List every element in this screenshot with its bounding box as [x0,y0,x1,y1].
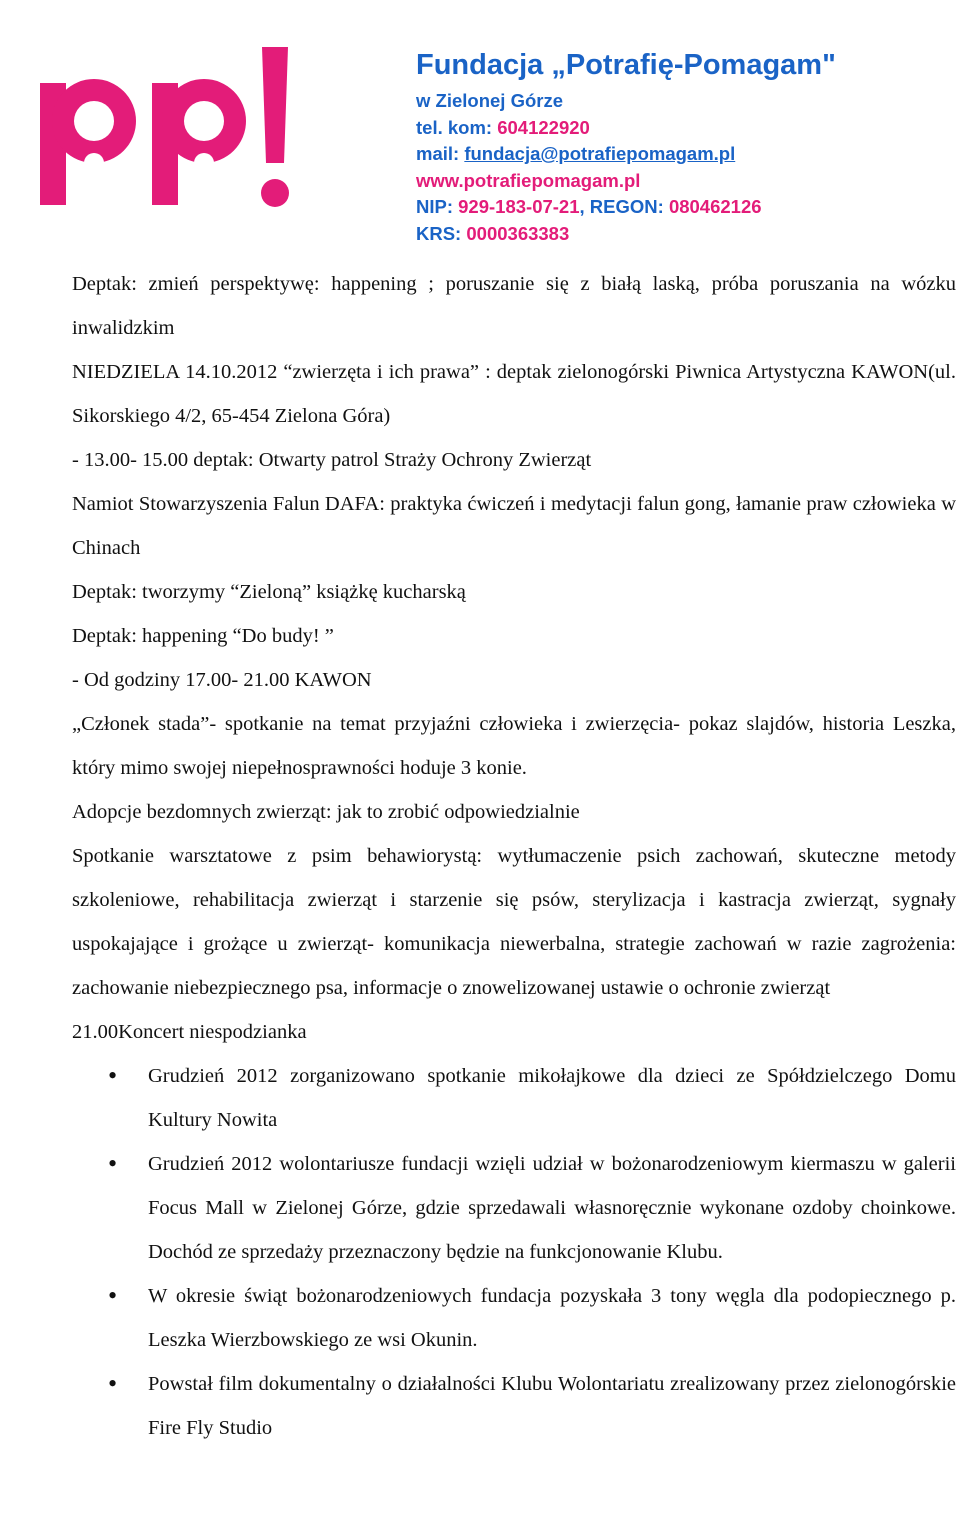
mail-line [416,141,956,168]
phone-number: 604122920 [497,116,590,138]
paragraph-patrol: - 13.00- 15.00 deptak: Otwarty patrol Straży Ochrony Zwierząt [72,449,592,471]
paragraph-happening: Deptak: happening “Do budy! ” [72,625,334,647]
logo-exclamation [261,47,289,207]
organization-name: Fundacja „Potrafię-Pomagam" [416,49,836,81]
paragraph-deptak-perspective: Deptak: zmień perspektywę: happening ; poruszanie się z białą laską, próba poruszania na wózku inwalidzkim [72,273,956,339]
nip-regon-line [416,194,956,221]
krs-number: 0000363383 [466,222,570,244]
paragraph-falun-tent: Namiot Stowarzyszenia Falun DAFA: praktyka ćwiczeń i medytacji falun gong, łamanie praw człowieka w Chinach [72,493,956,559]
paragraph-cookbook: Deptak: tworzymy “Zieloną” książkę kucharską [72,581,466,603]
regon-number: 080462126 [668,196,762,217]
paragraph-workshop: Spotkanie warsztatowe z psim behawiorystą: wytłumaczenie psich zachowań, skuteczne metody szkoleniowe, rehabilitacja zwierząt i starzenie się psów, sterylizacja i kastracja zwierząt, sygnały uspokajające i grożące u zwierząt- komunikacja niewerbalna, strategie zachowań w razie zagrożenia: zachowanie niebezpiecznego psa, informacje o znowelizowanej ustawie o ochronie zwierząt [72,845,956,999]
website-line [416,168,956,195]
nip-number: 929-183-07-21 [458,196,580,217]
list-item: • Grudzień 2012 zorganizowano spotkanie mikołajkowe dla dzieci ze Spółdzielczego Domu Kultury Nowita [72,1054,956,1142]
email-link[interactable]: fundacja@potrafiepomagam.pl [464,143,736,164]
paragraph-kawon-time: - Od godziny 17.00- 21.00 KAWON [72,669,372,691]
nip-label: NIP: [416,196,459,217]
document-body [72,262,956,1450]
krs-line [416,221,956,248]
list-item: • Grudzień 2012 wolontariusze fundacji wzięli udział w bożonarodzeniowym kiermaszu w galerii Focus Mall w Zielonej Górze, gdzie sprzedawali własnoręcznie wykonane ozdoby choinkowe. Dochód ze sprzedaży przeznaczony będzie na funkcjonowanie Klubu. [72,1142,956,1274]
header-contact-block [416,46,956,247]
logo-letter-p-1 [40,79,136,205]
paragraph-herd-member: „Członek stada”- spotkanie na temat przyjaźni człowieka i zwierzęcia- pokaz slajdów, historia Leszka, który mimo swojej niepełnosprawności hoduje 3 konie. [72,713,956,779]
paragraph-concert: 21.00Koncert niespodzianka [72,1021,307,1043]
website-link[interactable]: www.potrafiepomagam.pl [416,169,641,191]
logo-letter-p-2 [152,79,246,205]
list-item: • W okresie świąt bożonarodzeniowych fundacja pozyskała 3 tony węgla dla podopiecznego p. Leszka Wierzbowskiego ze wsi Okunin. [72,1274,956,1362]
phone-label: tel. kom: [416,116,498,138]
paragraph-adoption: Adopcje bezdomnych zwierząt: jak to zrobić odpowiedzialnie [72,801,580,823]
separator: , [579,196,590,217]
activities-list [72,1054,956,1450]
phone-line [416,115,956,142]
list-item: • Powstał film dokumentalny o działalności Klubu Wolontariatu zrealizowany przez zielonogórskie Fire Fly Studio [72,1362,956,1450]
foundation-logo [36,45,296,210]
organization-city: w Zielonej Górze [416,90,563,111]
mail-label: mail: [416,143,465,164]
krs-label: KRS: [416,222,467,244]
regon-label: REGON: [589,196,669,217]
paragraph-sunday-event: NIEDZIELA 14.10.2012 “zwierzęta i ich prawa” : deptak zielonogórski Piwnica Artystyczna KAWON(ul. Sikorskiego 4/2, 65-454 Zielona Góra) [72,361,956,427]
